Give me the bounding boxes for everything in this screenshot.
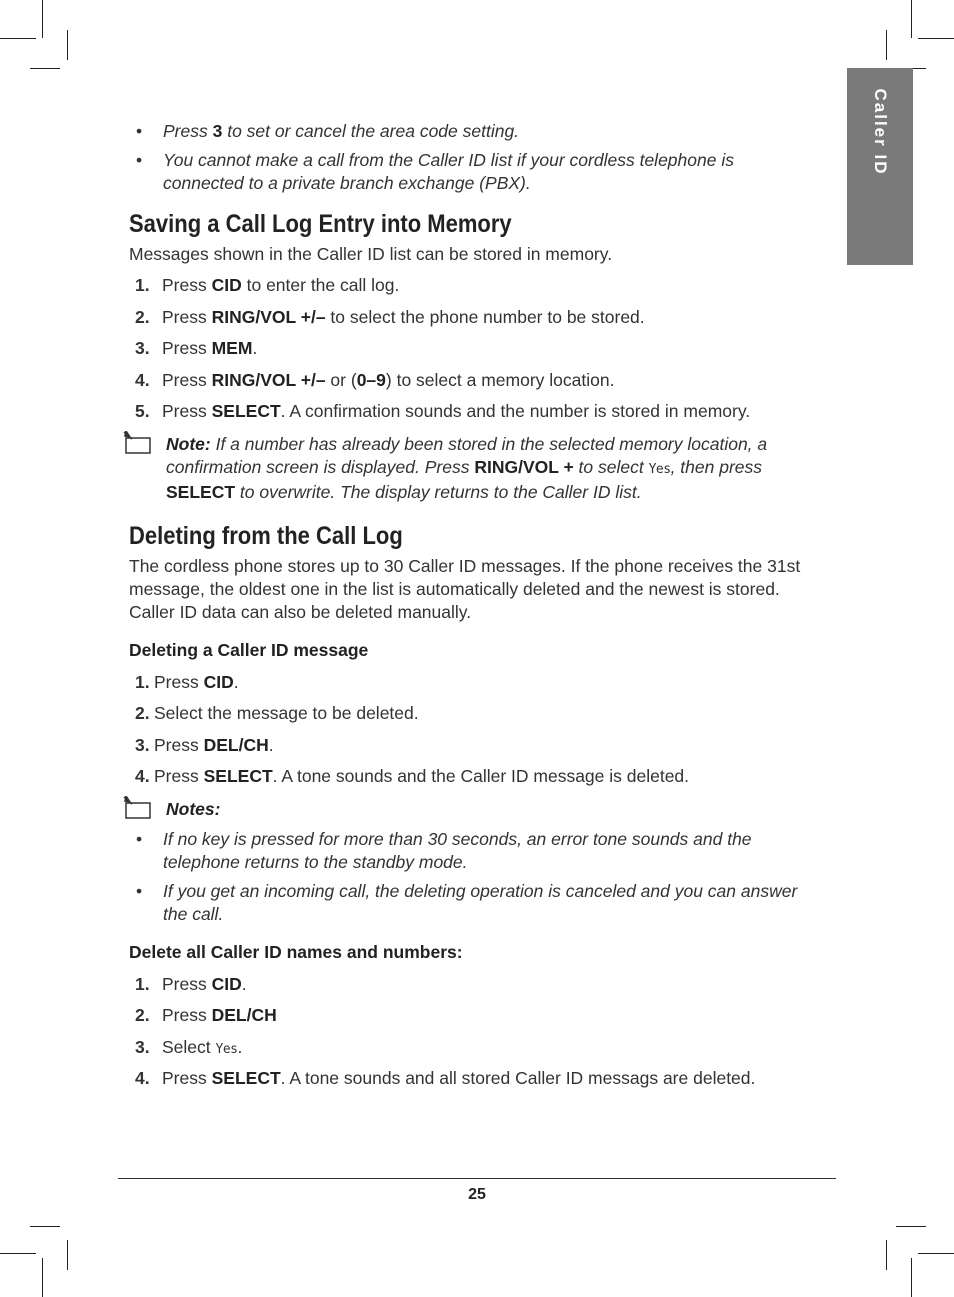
list-item: 1. Press CID to enter the call log.	[135, 275, 400, 295]
crop-mark	[67, 30, 68, 60]
list-item: 3. Press MEM.	[135, 338, 258, 358]
list-item: 2. Select the message to be deleted.	[135, 703, 419, 723]
section-intro: Messages shown in the Caller ID list can be stored in memory.	[129, 244, 613, 264]
crop-mark	[30, 1226, 60, 1227]
crop-mark	[30, 68, 60, 69]
list-item: • Press 3 to set or cancel the area code setting.	[129, 120, 819, 143]
crop-mark	[918, 1253, 954, 1254]
note-box: Note: If a number has already been stored in the selected memory location, a confirmation screen is displayed. Press RING/VOL + to select Yes, then press SELECT to overwrite. The display returns to the Caller ID list.	[129, 433, 819, 504]
crop-mark	[918, 38, 954, 39]
note-pencil-icon	[123, 431, 157, 455]
list-item: 2. Press DEL/CH	[135, 1005, 277, 1025]
section-intro: The cordless phone stores up to 30 Caller ID messages. If the phone receives the 31st message, the oldest one in the list is automatically deleted and the newest is stored. Caller ID data can also be deleted manually.	[129, 555, 801, 622]
list-item: 1. Press CID.	[135, 973, 247, 994]
crop-mark	[0, 38, 36, 39]
list-item: 5. Press SELECT. A confirmation sounds and the number is stored in memory.	[135, 401, 751, 421]
crop-mark	[886, 30, 887, 60]
list-item: 4. Press SELECT. A tone sounds and the Caller ID message is deleted.	[135, 766, 690, 786]
chapter-tab-label: Caller ID	[871, 88, 890, 176]
crop-mark	[886, 1240, 887, 1270]
list-item: • If you get an incoming call, the deleting operation is canceled and you can answer the call.	[129, 880, 819, 926]
list-item: 1. Press CID.	[135, 671, 239, 692]
notes-box: Notes:	[129, 798, 819, 821]
list-item: 2. Press RING/VOL +/– to select the phone number to be stored.	[135, 306, 645, 327]
subsection-heading: Delete all Caller ID names and numbers:	[129, 941, 463, 962]
list-item: 3. Press DEL/CH.	[135, 734, 274, 755]
subsection-heading: Deleting a Caller ID message	[129, 639, 369, 660]
crop-mark	[911, 1258, 912, 1297]
section-title: Saving a Call Log Entry into Memory	[129, 210, 512, 238]
note-pencil-icon	[123, 796, 157, 820]
list-item: 3. Select Yes.	[135, 1036, 243, 1057]
list-item: • You cannot make a call from the Caller ID list if your cordless telephone is connected to a private branch exchange (PBX).	[129, 149, 819, 195]
crop-mark	[42, 0, 43, 38]
section-title: Deleting from the Call Log	[129, 521, 403, 550]
list-item: 4. Press SELECT. A tone sounds and all stored Caller ID messags are deleted.	[135, 1068, 756, 1088]
list-item: • If no key is pressed for more than 30 seconds, an error tone sounds and the telephone returns to the standby mode.	[129, 828, 819, 874]
crop-mark	[911, 0, 912, 38]
list-item: 4. Press RING/VOL +/– or (0–9) to select a memory location.	[135, 369, 615, 390]
page-content	[129, 118, 819, 1099]
chapter-tab	[847, 68, 913, 265]
footer-rule	[118, 1178, 836, 1179]
crop-mark	[42, 1258, 43, 1297]
crop-mark	[896, 1226, 926, 1227]
page-number: 25	[468, 1186, 486, 1203]
crop-mark	[67, 1240, 68, 1270]
crop-mark	[0, 1253, 36, 1254]
